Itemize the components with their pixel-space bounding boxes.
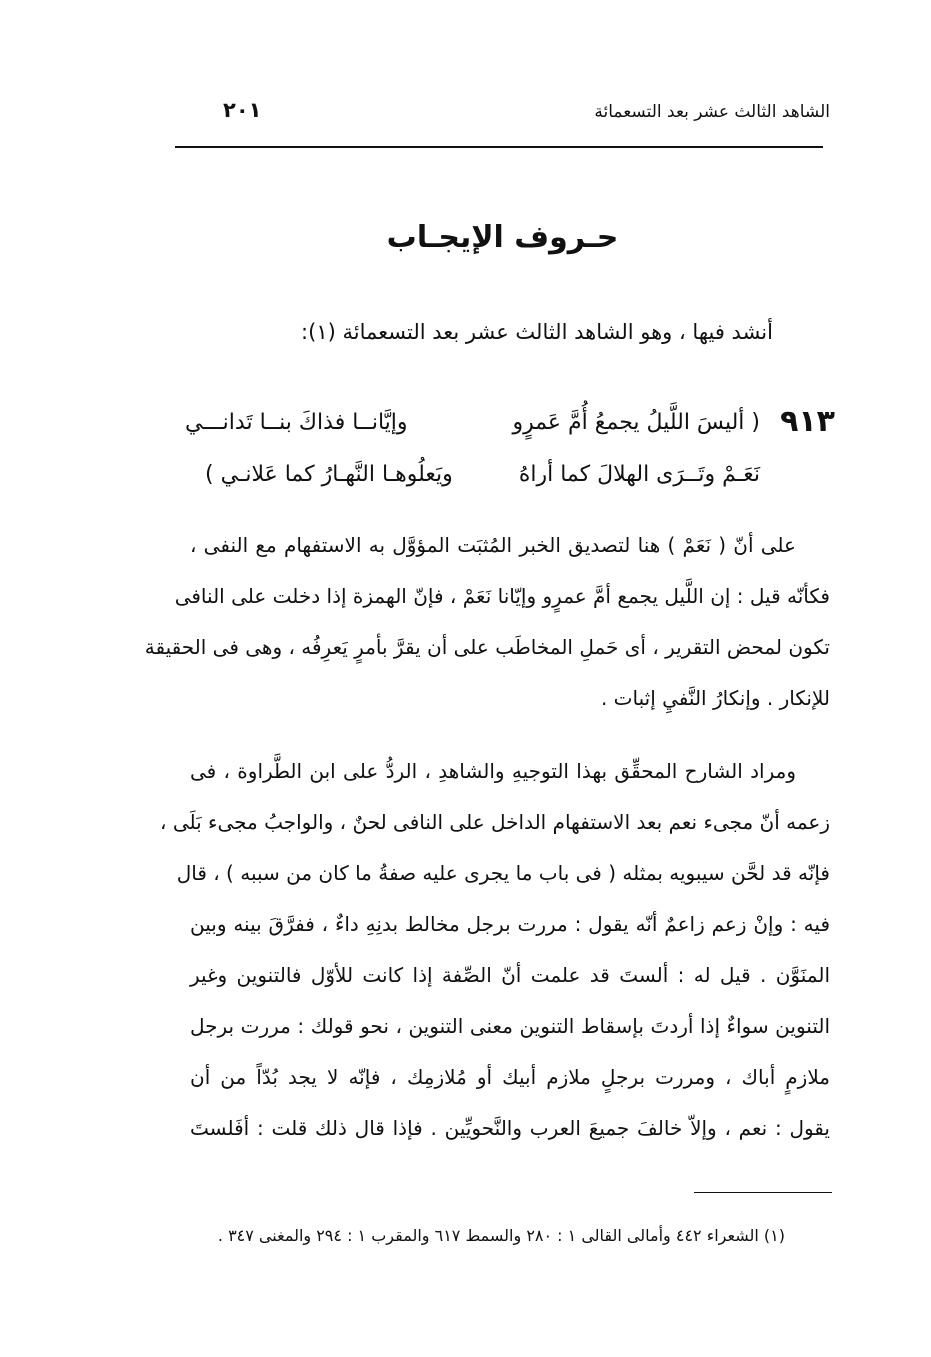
text-line: التنوين سواءٌ إذا أردتَ بإسقاط التنوين معنى التنوين ، نحو قولك : مررت برجل <box>190 1014 830 1038</box>
text-line: زعمه أنّ مجىء نعم بعد الاستفهام الداخل على النافى لحنٌ ، والواجبُ مجىء بَلَى ، <box>160 810 830 834</box>
text-line: على أنّ ( نَعَمْ ) هنا لتصديق الخبر المُثبَت المؤوَّل به الاستفهام مع النفى ، <box>190 533 796 557</box>
commentary-paragraph-1 <box>144 520 830 724</box>
text-line: للإنكار . وإنكارُ النَّفيِ إثبات . <box>600 686 830 710</box>
text-line: يقول : نعم ، وإلاّ خالفَ جميعَ العرب والنَّحويِّين . فإذا قال ذلك قلت : أفَلستَ <box>190 1116 830 1140</box>
intro-line: أنشد فيها ، وهو الشاهد الثالث عشر بعد التسعمائة (١): <box>301 320 773 344</box>
verse-2-first-hemistich: نَعَـمْ وتَــرَى الهلالَ كما أراهُ <box>518 462 760 487</box>
running-head <box>175 96 830 136</box>
text-line: تكون لمحض التقرير ، أى حَملِ المخاطَب على أن يقرَّ بأمرٍ يَعرِفُه ، وهى فى الحقيقة <box>144 635 830 659</box>
footnote: (١) الشعراء ٤٤٢ وأمالى القالى ١ : ٢٨٠ والسمط ٦١٧ والمقرب ١ : ٢٩٤ والمغنى ٣٤٧ . <box>217 1226 785 1245</box>
commentary-paragraph-2 <box>160 746 830 1154</box>
verse-1-second-hemistich: وإيَّانــا فذاكَ بنــا تَدانـــي <box>185 410 408 435</box>
text-line: ملازمٍ أباك ، ومررت برجلٍ ملازم أبيك أو مُلازمِك ، فإنّه لا يجد بُدّاً من أن <box>190 1065 830 1089</box>
section-title: حـروف الإيجـاب <box>386 220 619 255</box>
text-line: فإنّه قد لحَّن سيبويه بمثله ( فى باب ما يجرى عليه صفةُ ما كان من سببه ) ، قال <box>176 861 830 885</box>
verse-number: ٩١٣ <box>780 404 835 439</box>
page-number: ٢٠١ <box>223 98 262 122</box>
verse-1-first-hemistich: ( أليسَ اللَّيلُ يجمعُ أُمَّ عَمرٍو <box>512 410 760 435</box>
text-line: ومراد الشارح المحقِّق بهذا التوجيهِ والشاهدِ ، الردُّ على ابن الطَّراوة ، فى <box>190 759 796 783</box>
footnote-rule <box>694 1192 832 1193</box>
text-line: فيه : وإنْ زعم زاعمٌ أنّه يقول : مررت برجل مخالط بدنِهِ داءٌ ، ففرَّقَ بينه وبين <box>190 912 830 936</box>
header-rule <box>175 146 823 148</box>
verse-line-1 <box>185 404 835 452</box>
running-title: الشاهد الثالث عشر بعد التسعمائة <box>594 102 830 122</box>
verse-2-second-hemistich: ويَعلُوهـا النَّهـارُ كما عَلانـي ) <box>205 462 453 487</box>
text-line: فكأنّه قيل : إن اللَّيل يجمع أمَّ عمرٍو وإيّانا نَعَمْ ، فإنّ الهمزة إذا دخلت على النافى <box>174 584 830 608</box>
verse-line-2 <box>185 462 835 504</box>
text-line: المنَوَّن . قيل له : ألستَ قد علمت أنّ الصِّفة إذا كانت للأوّل فالتنوين وغير <box>190 963 830 987</box>
